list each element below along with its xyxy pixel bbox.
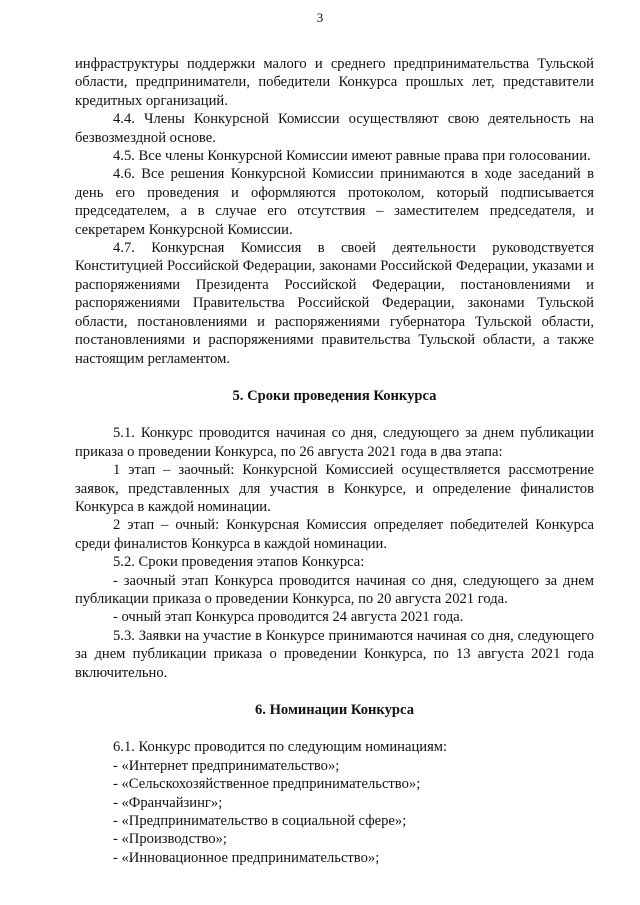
section-6-heading: 6. Номинации Конкурса xyxy=(254,702,415,718)
paragraph-correspondence-stage: - заочный этап Конкурса проводится начиная со дня, следующего за днем публикации приказа о проведении Конкурса, по 20 августа 2021 года. xyxy=(75,572,594,607)
spacer xyxy=(75,719,594,738)
paragraph-continued: инфраструктуры поддержки малого и среднего предпринимательства Тульской области, предприниматели, победители Конкурса прошлых лет, представители кредитных организаций. xyxy=(75,56,594,109)
paragraph-4-7: 4.7. Конкурсная Комиссия в своей деятельности руководствуется Конституцией Российской Федерации, законами Российской Федерации, указами и распоряжениями Президента Российской Федерации, постановлениями и распоряжениями Правительства Российской Федерации, законами Тульской области, постановлениями и распоряжениями губернатора Тульской области, постановлениями и распоряжениями правительства Тульской области, а также настоящим регламентом. xyxy=(75,240,594,367)
paragraph-5-2: 5.2. Сроки проведения этапов Конкурса: xyxy=(113,554,365,571)
section-5-heading: 5. Сроки проведения Конкурса xyxy=(232,387,437,404)
page-body xyxy=(75,55,594,867)
page-number: 3 xyxy=(316,10,324,25)
list-item: - «Интернет предпринимательство»; xyxy=(113,757,340,774)
paragraph-4-5: 4.5. Все члены Конкурсной Комиссии имеют равные права при голосовании. xyxy=(113,148,591,165)
spacer xyxy=(75,368,594,387)
paragraph-stage-2: 2 этап – очный: Конкурсная Комиссия определяет победителей Конкурса среди финалистов Конкурса в каждой номинации. xyxy=(75,517,594,552)
list-item: - «Предпринимательство в социальной сфере»; xyxy=(113,813,407,830)
paragraph-stage-1: 1 этап – заочный: Конкурсной Комиссией осуществляется рассмотрение заявок, представленных для участия в Конкурсе, и определение финалистов Конкурса в каждой номинации. xyxy=(75,462,594,515)
spacer xyxy=(75,405,594,424)
paragraph-5-3: 5.3. Заявки на участие в Конкурсе принимаются начиная со дня, следующего за днем публикации приказа о проведении Конкурса, по 13 августа 2021 года включительно. xyxy=(75,627,594,681)
list-item: - «Франчайзинг»; xyxy=(113,794,223,811)
list-item: - «Производство»; xyxy=(113,831,227,848)
paragraph-4-6: 4.6. Все решения Конкурсной Комиссии принимаются в ходе заседаний в день его проведения и оформляются протоколом, который подписывается председателем, а в случае его отсутствия – заместителем председателя, и секретарем Конкурсной Комиссии. xyxy=(75,166,594,238)
paragraph-5-1: 5.1. Конкурс проводится начиная со дня, следующего за днем публикации приказа о проведении Конкурса, по 26 августа 2021 года в два этапа: xyxy=(75,425,594,460)
spacer xyxy=(75,682,594,701)
list-item: - «Инновационное предпринимательство»; xyxy=(113,849,380,866)
list-item: - «Сельскохозяйственное предпринимательство»; xyxy=(113,776,421,793)
paragraph-4-4: 4.4. Члены Конкурсной Комиссии осуществляют свою деятельность на безвозмездной основе. xyxy=(75,111,594,146)
paragraph-in-person-stage: - очный этап Конкурса проводится 24 августа 2021 года. xyxy=(113,609,464,626)
paragraph-6-1: 6.1. Конкурс проводится по следующим номинациям: xyxy=(113,739,448,756)
